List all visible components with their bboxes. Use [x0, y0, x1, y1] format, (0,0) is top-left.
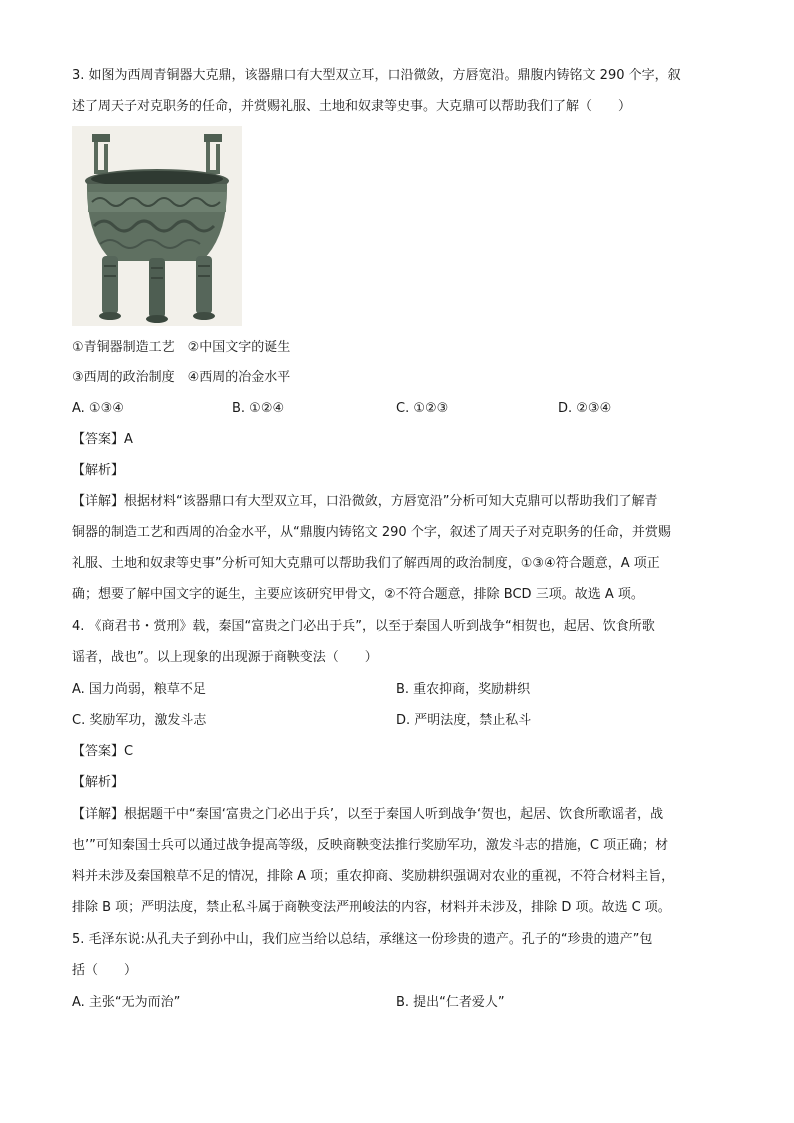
- q3-detail-line-1: 【详解】根据材料“该器鼎口有大型双立耳，口沿微敛，方唇宽沿”分析可知大克鼎可以帮助我们了解青: [72, 494, 658, 509]
- q3-analysis-label: 【解析】: [72, 463, 125, 478]
- q4-detail-line-3: 料并未涉及秦国粮草不足的情况，排除 A 项；重农抑商、奖励耕织强调对农业的重视，不符合材料主旨，: [72, 869, 675, 884]
- q5-stem-line-1: 5. 毛泽东说:从孔夫子到孙中山，我们应当给以总结，承继这一份珍贵的遗产。孔子的“珍贵的遗产”包: [72, 932, 653, 947]
- q3-items-line-2: ③西周的政治制度 ④西周的冶金水平: [72, 370, 291, 385]
- q4-option-c: C. 奖励军功，激发斗志: [72, 713, 207, 728]
- q4-option-a: A. 国力尚弱，粮草不足: [72, 682, 206, 697]
- q4-detail-line-4: 排除 B 项；严明法度，禁止私斗属于商鞅变法严刑峻法的内容，材料并未涉及，排除 D 项。故选 C 项。: [72, 900, 671, 915]
- q4-detail-line-1: 【详解】根据题干中“秦国‘富贵之门必出于兵’，以至于秦国人听到战争‘贺也，起居、饮食所歌谣者，战: [72, 807, 664, 822]
- q5-stem-line-2: 括（ ）: [72, 963, 138, 978]
- q4-stem-line-2: 谣者，战也”。以上现象的出现源于商鞅变法（ ）: [72, 650, 378, 665]
- q4-answer: 【答案】C: [72, 744, 134, 759]
- q4-option-b: B. 重农抑商，奖励耕织: [396, 682, 531, 697]
- q4-stem-line-1: 4. 《商君书・赏刑》载，秦国“富贵之门必出于兵”，以至于秦国人听到战争“相贺也，起居、饮食所歌: [72, 619, 655, 634]
- q3-items-line-1: ①青铜器制造工艺 ②中国文字的诞生: [72, 340, 291, 355]
- q3-stem-line-1: 3. 如图为西周青铜器大克鼎，该器鼎口有大型双立耳，口沿微敛，方唇宽沿。鼎腹内铸铭文 290 个字，叙: [72, 68, 681, 83]
- q3-option-a: A. ①③④: [72, 401, 124, 416]
- q4-option-d: D. 严明法度，禁止私斗: [396, 713, 532, 728]
- q3-stem-line-2: 述了周天子对克职务的任命，并赏赐礼服、土地和奴隶等史事。大克鼎可以帮助我们了解（ ）: [72, 99, 632, 114]
- q5-option-b: B. 提出“仁者爱人”: [396, 995, 505, 1010]
- q3-answer: 【答案】A: [72, 432, 133, 447]
- q3-option-b: B. ①②④: [232, 401, 285, 416]
- q3-option-d: D. ②③④: [558, 401, 612, 416]
- q4-analysis-label: 【解析】: [72, 775, 125, 790]
- q5-option-a: A. 主张“无为而治”: [72, 995, 181, 1010]
- q3-option-c: C. ①②③: [396, 401, 449, 416]
- q3-detail-line-4: 确；想要了解中国文字的诞生，主要应该研究甲骨文，②不符合题意，排除 BCD 三项。故选 A 项。: [72, 587, 644, 602]
- bronze-ding-image: [72, 126, 242, 326]
- q4-detail-line-2: 也’”可知秦国士兵可以通过战争提高等级，反映商鞅变法推行奖励军功，激发斗志的措施，C 项正确；材: [72, 838, 669, 853]
- q3-detail-line-3: 礼服、土地和奴隶等史事”分析可知大克鼎可以帮助我们了解西周的政治制度，①③④符合题意，A 项正: [72, 556, 660, 571]
- q3-detail-line-2: 铜器的制造工艺和西周的冶金水平，从“鼎腹内铸铭文 290 个字，叙述了周天子对克职务的任命，并赏赐: [72, 525, 671, 540]
